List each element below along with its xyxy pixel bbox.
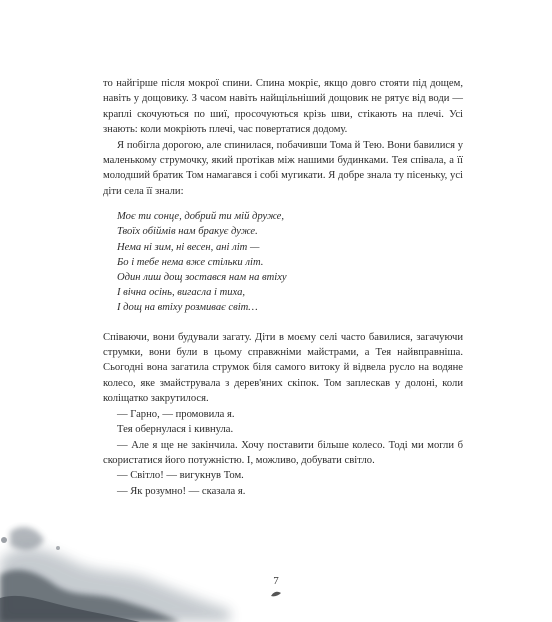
song-verse <box>117 209 463 315</box>
verse-line: І вічна осінь, вигасла і тиха, <box>117 287 246 299</box>
verse-line: Твоїх обіймів нам бракує дуже. <box>117 226 258 238</box>
paragraph: Я побігла дорогою, але спинилася, побачивши Тома й Тею. Вони бавилися у маленькому струмочку, який протікав між нашими будинками. Тея співала, а її молодший братик Том намагався і собі мугикати. Я добре знала ту пісеньку, усі діти села її знали: <box>103 139 463 197</box>
leaf-ornament-icon <box>270 590 282 598</box>
verse-line: Нема ні зим, ні весен, ані літ — <box>117 241 260 253</box>
verse-line: Один лиш дощ зостався нам на втіху <box>117 272 287 284</box>
dialogue-line: — Світло! — вигукнув Том. <box>117 470 244 482</box>
verse-line: Моє ти сонце, добрий ти мій друже, <box>117 211 285 223</box>
body-text <box>103 76 463 499</box>
verse-line: І дощ на втіху розмиває світ… <box>117 302 258 314</box>
paragraph: то найгірше після мокрої спини. Спина мокріє, якщо довго стояти під дощем, навіть у дощовику. З часом навіть найщільніший дощовик не рятує від води — краплі скочуються по шиї, просочуються крізь шви, стікають на плечі. Усі знають: коли мокріють плечі, час повертатися додому. <box>103 78 463 136</box>
page-number: 7 <box>273 575 279 587</box>
paragraph: Тея обернулася і кивнула. <box>117 424 234 436</box>
verse-line: Бо і тебе нема вже стільки літ. <box>117 256 264 268</box>
paragraph: Співаючи, вони будували загату. Діти в моєму селі часто бавилися, загачуючи струмки, вони були в цьому справжніми майстрами, а Тея найвправніша. Сьогодні вона загатила струмок біля самого витоку й відвела русло на водяне колесо, яке змайструвала з дерев'яних скіпок. Том заплескав у долоні, коли коліщатко закрутилося. <box>103 331 463 405</box>
dialogue-line: — Але я ще не закінчила. Хочу поставити більше колесо. Тоді ми могли б скористатися його потужністю. І, можливо, добувати світло. <box>103 439 463 466</box>
dialogue-line: — Гарно, — промовила я. <box>117 408 235 420</box>
dialogue-line: — Як розумно! — сказала я. <box>117 485 246 497</box>
